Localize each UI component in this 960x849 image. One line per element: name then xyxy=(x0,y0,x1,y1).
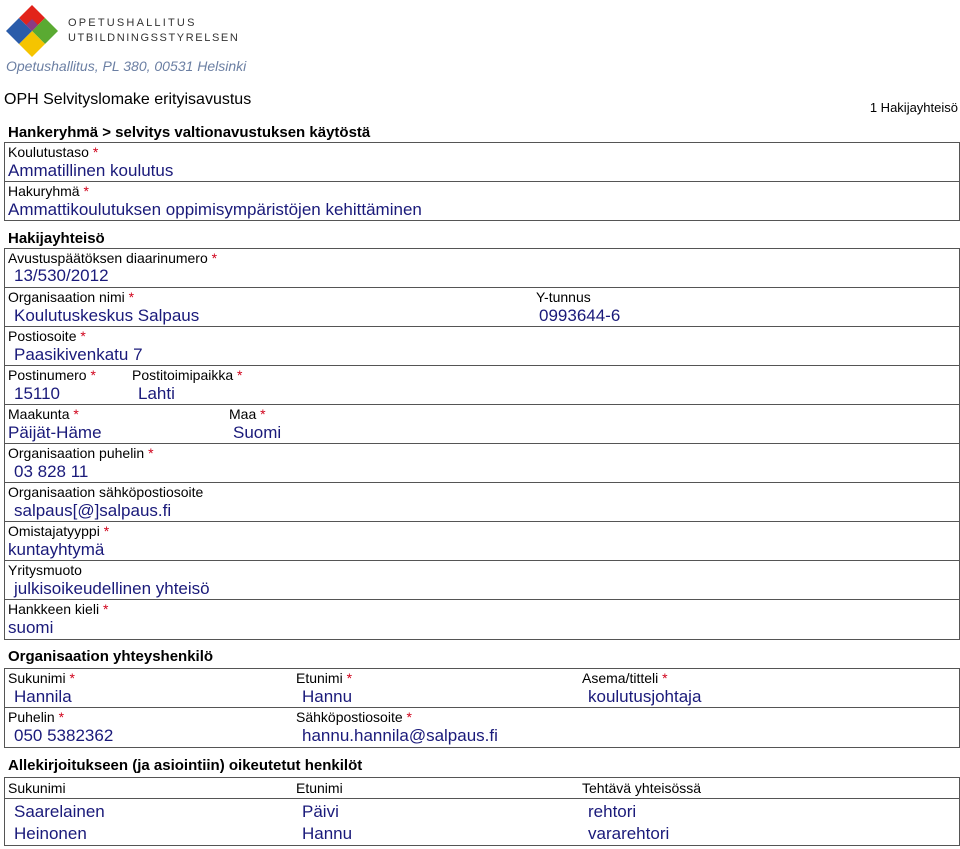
signatory-firstname: Päivi xyxy=(302,802,339,821)
page-marker: 1 Hakijayhteisö xyxy=(869,100,958,115)
divider xyxy=(4,707,960,708)
divider xyxy=(4,482,960,483)
divider xyxy=(4,560,960,561)
contact-title-value: koulutusjohtaja xyxy=(588,687,702,706)
decision-value: 13/530/2012 xyxy=(14,266,109,285)
signatories-table xyxy=(4,777,960,846)
group-value: Ammattikoulutuksen oppimisympäristöjen kehittäminen xyxy=(8,200,422,219)
contact-section-heading: Organisaation yhteyshenkilö xyxy=(8,648,214,665)
form-title: OPH Selvityslomake erityisavustus xyxy=(4,91,252,108)
signatory-firstname: Hannu xyxy=(302,824,353,843)
street-value: Paasikivenkatu 7 xyxy=(14,345,143,364)
divider xyxy=(4,798,960,799)
divider xyxy=(4,365,960,366)
divider xyxy=(4,599,960,600)
contact-email-value: hannu.hannila@salpaus.fi xyxy=(302,726,498,745)
org-name-fi: OPETUSHALLITUS xyxy=(68,17,197,29)
region-value: Päijät-Häme xyxy=(8,423,102,442)
signatories-col-role: Tehtävä yhteisössä xyxy=(582,780,702,796)
signatory-surname: Saarelainen xyxy=(14,802,105,821)
signatories-col-firstname: Etunimi xyxy=(296,780,343,796)
oph-logo-icon xyxy=(4,3,60,59)
business-id-value: 0993644-6 xyxy=(539,306,621,325)
contact-firstname-value: Hannu xyxy=(302,687,353,706)
signatory-role: vararehtori xyxy=(588,824,670,843)
country-value: Suomi xyxy=(233,423,282,442)
business-id-label: Y-tunnus xyxy=(536,289,591,305)
org-address: Opetushallitus, PL 380, 00531 Helsinki xyxy=(6,58,247,74)
org-name-label: Organisaation nimi * xyxy=(8,289,135,305)
group-label: Hakuryhmä * xyxy=(8,183,89,199)
owner-type-label: Omistajatyyppi * xyxy=(8,523,110,539)
divider xyxy=(4,443,960,444)
org-email-label: Organisaation sähköpostiosoite xyxy=(8,484,204,500)
divider xyxy=(4,181,960,182)
signatory-role: rehtori xyxy=(588,802,637,821)
contact-firstname-label: Etunimi * xyxy=(296,670,353,686)
company-form-value: julkisoikeudellinen yhteisö xyxy=(14,579,210,598)
language-value: suomi xyxy=(8,618,54,637)
divider xyxy=(4,326,960,327)
decision-label: Avustuspäätöksen diaarinumero * xyxy=(8,250,218,266)
level-label: Koulutustaso * xyxy=(8,144,99,160)
owner-type-value: kuntayhtymä xyxy=(8,540,105,559)
region-label: Maakunta * xyxy=(8,406,79,422)
signatories-section-heading: Allekirjoitukseen (ja asiointiin) oikeutetut henkilöt xyxy=(8,757,363,774)
contact-surname-value: Hannila xyxy=(14,687,72,706)
divider xyxy=(4,521,960,522)
org-name-sv: UTBILDNINGSSTYRELSEN xyxy=(68,32,240,44)
street-label: Postiosoite * xyxy=(8,328,86,344)
contact-phone-label: Puhelin * xyxy=(8,709,65,725)
org-name-value: Koulutuskeskus Salpaus xyxy=(14,306,200,325)
contact-email-label: Sähköpostiosoite * xyxy=(296,709,412,725)
contact-phone-value: 050 5382362 xyxy=(14,726,114,745)
org-phone-label: Organisaation puhelin * xyxy=(8,445,154,461)
postcode-value: 15110 xyxy=(14,384,61,403)
postcode-label: Postinumero * xyxy=(8,367,96,383)
group-section-heading: Hankeryhmä > selvitys valtionavustuksen käytöstä xyxy=(8,124,371,141)
contact-surname-label: Sukunimi * xyxy=(8,670,75,686)
language-label: Hankkeen kieli * xyxy=(8,601,109,617)
city-label: Postitoimipaikka * xyxy=(132,367,243,383)
divider xyxy=(4,404,960,405)
company-form-label: Yritysmuoto xyxy=(8,562,82,578)
org-email-value: salpaus[@]salpaus.fi xyxy=(14,501,172,520)
oph-logo xyxy=(4,3,60,59)
contact-title-label: Asema/titteli * xyxy=(582,670,668,686)
org-phone-value: 03 828 11 xyxy=(14,462,89,481)
divider xyxy=(4,287,960,288)
city-value: Lahti xyxy=(138,384,175,403)
signatories-col-surname: Sukunimi xyxy=(8,780,66,796)
level-value: Ammatillinen koulutus xyxy=(8,161,174,180)
country-label: Maa * xyxy=(229,406,266,422)
applicant-section-heading: Hakijayhteisö xyxy=(8,230,105,247)
signatory-surname: Heinonen xyxy=(14,824,87,843)
